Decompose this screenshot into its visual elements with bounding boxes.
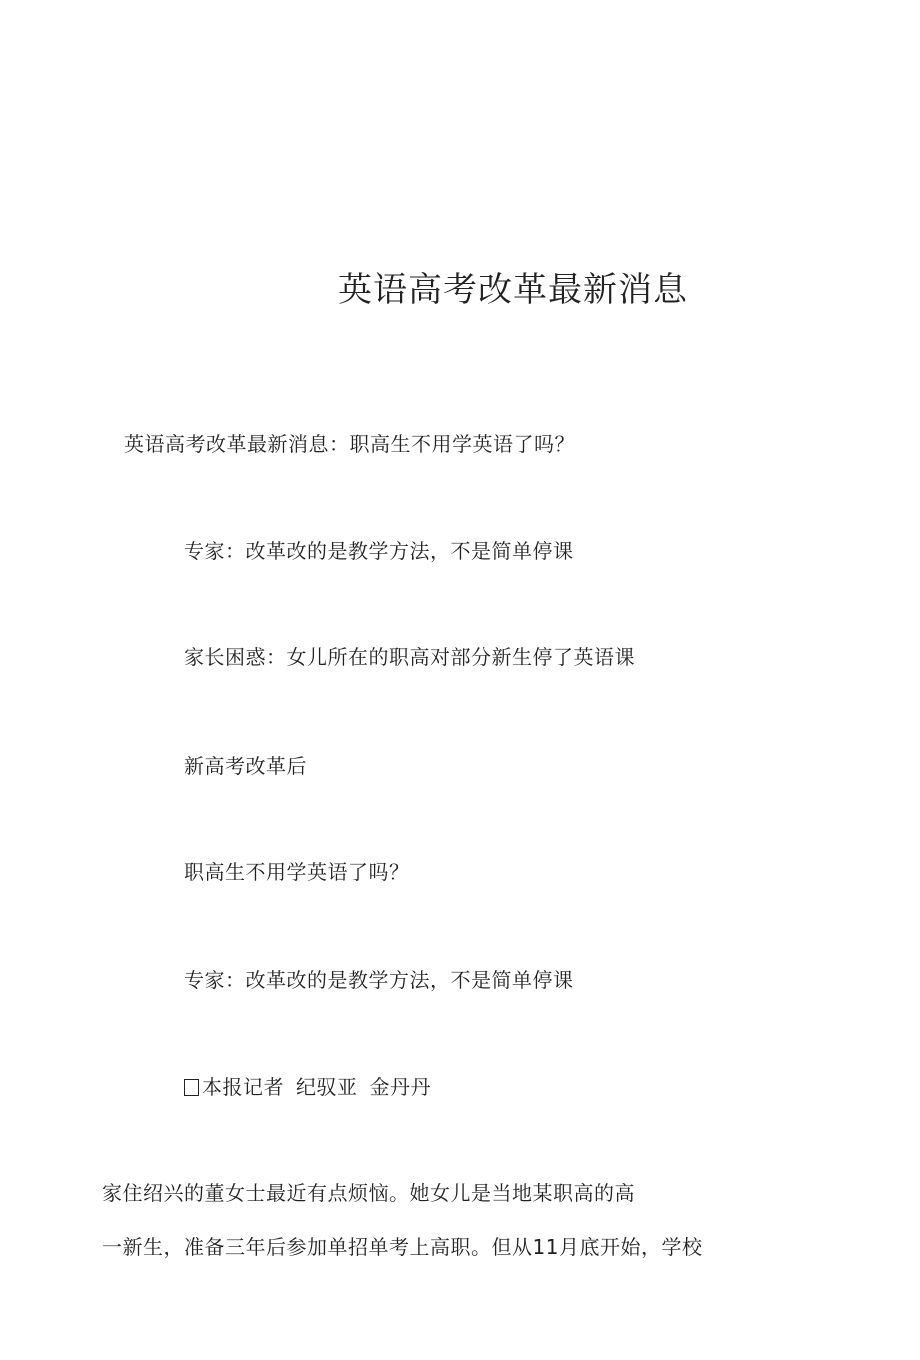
body-paragraph-line: 一新生，准备三年后参加单招单考上高职。但从11月底开始，学校 <box>102 1235 703 1259</box>
byline <box>184 1071 431 1100</box>
headline-line: 职高生不用学英语了吗？ <box>184 860 410 884</box>
headline-line: 家长困惑：女儿所在的职高对部分新生停了英语课 <box>184 645 635 669</box>
byline-author: 纪驭亚 <box>296 1075 358 1099</box>
square-bullet-icon <box>184 1079 199 1096</box>
headline-line: 专家：改革改的是教学方法，不是简单停课 <box>184 968 574 992</box>
body-paragraph-line: 家住绍兴的董女士最近有点烦恼。她女儿是当地某职高的高 <box>102 1181 635 1205</box>
byline-label: 本报记者 <box>202 1075 284 1099</box>
headline-line: 新高考改革后 <box>184 754 307 778</box>
headline-line: 专家：改革改的是教学方法，不是简单停课 <box>184 539 574 563</box>
document-title: 英语高考改革最新消息 <box>338 270 688 310</box>
document-subtitle: 英语高考改革最新消息：职高生不用学英语了吗？ <box>124 432 575 456</box>
byline-author: 金丹丹 <box>369 1075 431 1099</box>
